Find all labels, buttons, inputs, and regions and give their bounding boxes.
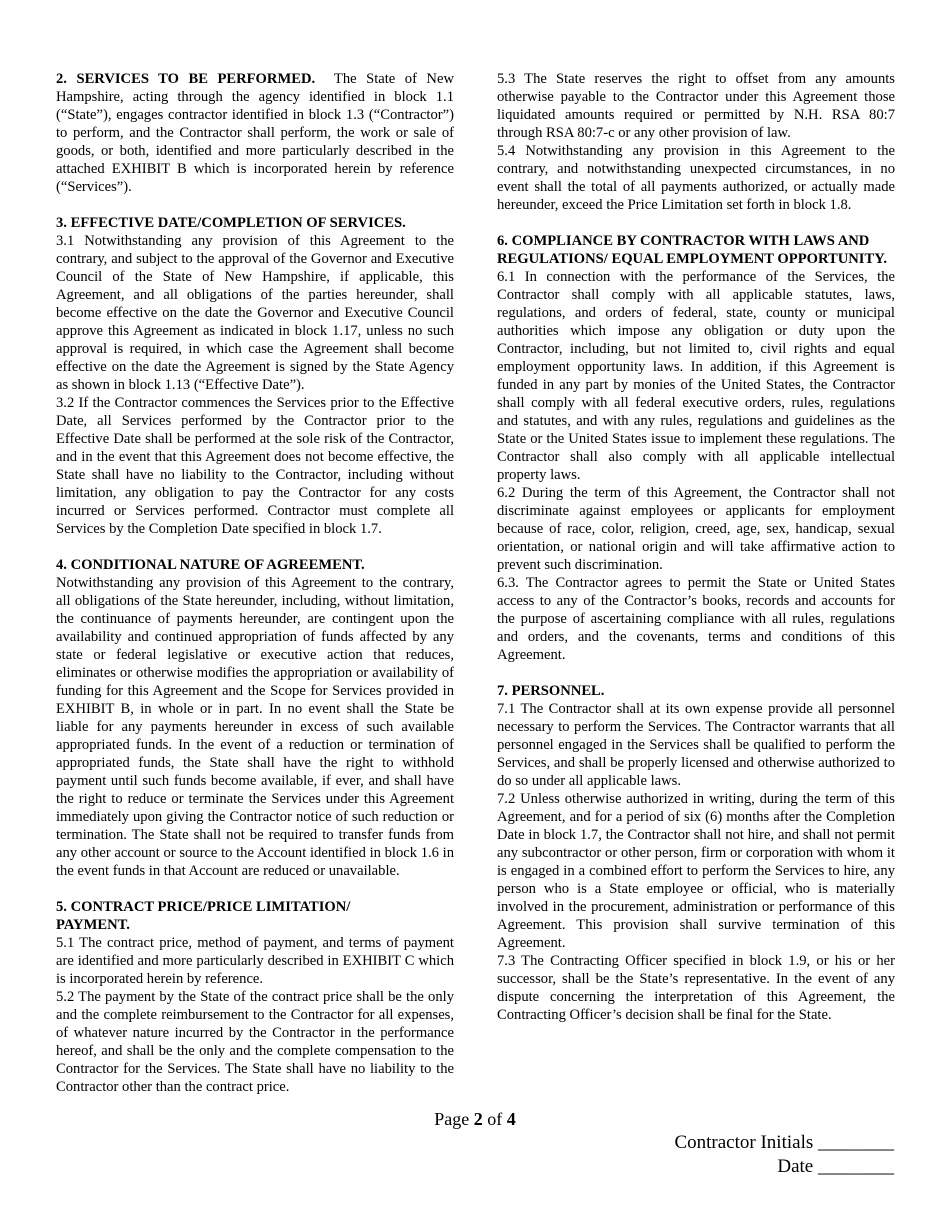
section-7-3: 7.3 The Contracting Officer specified in block 1.9, or his or her successor, shall be the State’s representative. In the event of any dispute concerning the interpretation of this Agreement, the Contracting Officer’s decision shall be final for the State. bbox=[497, 953, 895, 1023]
section-6 bbox=[497, 232, 895, 664]
initials-block bbox=[674, 1131, 894, 1179]
section-6-2: 6.2 During the term of this Agreement, the Contractor shall not discriminate against employees or applicants for employment because of race, color, religion, creed, age, sex, handicap, sexual orientation, or national origin and will take affirmative action to prevent such discrimination. bbox=[497, 485, 895, 573]
page-of: of bbox=[487, 1109, 503, 1129]
section-5-4: 5.4 Notwithstanding any provision in this Agreement to the contrary, and notwithstanding unexpected circumstances, in no event shall the total of all payments authorized, or actually made hereunder, exceed the Price Limitation set forth in block 1.8. bbox=[497, 143, 895, 213]
section-3 bbox=[56, 214, 454, 538]
section-2-body: The State of New Hampshire, acting through the agency identified in block 1.1 (“State”), engages contractor identified in block 1.3 (“Contractor”) to perform, and the Contractor shall perform, the work or sale of goods, or both, identified and more particularly described in the attached EXHIBIT B which is incorporated herein by reference (“Services”). bbox=[56, 71, 454, 195]
section-5 bbox=[56, 898, 454, 1096]
section-7-1: 7.1 The Contractor shall at its own expense provide all personnel necessary to perform the Services. The Contractor warrants that all personnel engaged in the Services shall be qualified to perform the Services, and shall be properly licensed and otherwise authorized to do so under all applicable laws. bbox=[497, 701, 895, 789]
section-6-3: 6.3. The Contractor agrees to permit the State or United States access to any of the Contractor’s books, records and accounts for the purpose of ascertaining compliance with all rules, regulations and orders, and the covenants, terms and conditions of this Agreement. bbox=[497, 575, 895, 663]
section-4-heading: 4. CONDITIONAL NATURE OF AGREEMENT. bbox=[56, 557, 365, 573]
right-column bbox=[497, 70, 895, 1042]
section-5-1: 5.1 The contract price, method of payment, and terms of payment are identified and more particularly described in EXHIBIT C which is incorporated herein by reference. bbox=[56, 935, 454, 987]
section-6-heading: 6. COMPLIANCE BY CONTRACTOR WITH LAWS AND REGULATIONS/ EQUAL EMPLOYMENT OPPORTUNITY. bbox=[497, 233, 888, 267]
page-current: 2 bbox=[473, 1109, 483, 1129]
section-5-heading: 5. CONTRACT PRICE/PRICE LIMITATION/ PAYMENT. bbox=[56, 899, 351, 933]
page-word: Page bbox=[434, 1109, 470, 1129]
section-6-1: 6.1 In connection with the performance of the Services, the Contractor shall comply with all applicable statutes, laws, regulations, and orders of federal, state, county or municipal authorities which impose any obligation or duty upon the Contractor, including, but not limited to, civil rights and equal employment opportunity laws. In addition, if this Agreement is funded in any part by monies of the United States, the Contractor shall comply with all federal executive orders, rules, regulations and statutes, and with any rules, regulations and guidelines as the State or the United States issue to implement these regulations. The Contractor shall also comply with all applicable intellectual property laws. bbox=[497, 269, 895, 483]
section-2-heading: 2. SERVICES TO BE PERFORMED. bbox=[56, 71, 316, 87]
section-3-heading: 3. EFFECTIVE DATE/COMPLETION OF SERVICES. bbox=[56, 215, 406, 231]
page-total: 4 bbox=[506, 1109, 516, 1129]
section-3-1: 3.1 Notwithstanding any provision of this Agreement to the contrary, and subject to the approval of the Governor and Executive Council of the State of New Hampshire, if applicable, this Agreement, and all obligations of the parties hereunder, shall become effective on the date the Governor and Executive Council approve this Agreement as indicated in block 1.17, unless no such approval is required, in which case the Agreement shall become effective on the date the Agreement is signed by the State Agency as shown in block 1.13 (“Effective Date”). bbox=[56, 233, 454, 393]
date-line: Date ________ bbox=[777, 1156, 894, 1177]
section-5-3: 5.3 The State reserves the right to offset from any amounts otherwise payable to the Contractor under this Agreement those liquidated amounts required or permitted by N.H. RSA 80:7 through RSA 80:7-c or any other provision of law. bbox=[497, 71, 895, 141]
left-column bbox=[56, 70, 454, 1114]
section-3-2: 3.2 If the Contractor commences the Services prior to the Effective Date, all Services performed by the Contractor prior to the Effective Date shall be performed at the sole risk of the Contractor, and in the event that this Agreement does not become effective, the State shall have no liability to the Contractor, including without limitation, any obligation to pay the Contractor for any costs incurred or Services performed. Contractor must complete all Services by the Completion Date specified in block 1.7. bbox=[56, 395, 454, 537]
section-7 bbox=[497, 682, 895, 1024]
page-number bbox=[0, 1109, 950, 1130]
section-2-paragraph bbox=[56, 70, 454, 196]
section-7-2: 7.2 Unless otherwise authorized in writing, during the term of this Agreement, and for a period of six (6) months after the Completion Date in block 1.7, the Contractor shall not hire, and shall not permit any subcontractor or other person, firm or corporation with whom it is engaged in a combined effort to perform the Services to hire, any person who is a State employee or official, who is materially involved in the procurement, administration or performance of this Agreement. This provision shall survive termination of this Agreement. bbox=[497, 791, 895, 951]
section-5-continued bbox=[497, 70, 895, 214]
section-2 bbox=[56, 70, 454, 196]
section-5-2: 5.2 The payment by the State of the contract price shall be the only and the complete reimbursement to the Contractor for all expenses, of whatever nature incurred by the Contractor in the performance hereof, and shall be the only and the complete compensation to the Contractor for the Services. The State shall have no liability to the Contractor other than the contract price. bbox=[56, 989, 454, 1095]
section-4-body: Notwithstanding any provision of this Agreement to the contrary, all obligations of the State hereunder, including, without limitation, the continuance of payments hereunder, are contingent upon the availability and continued appropriation of funds affected by any state or federal legislative or executive action that reduces, eliminates or otherwise modifies the appropriation or availability of funding for this Agreement and the Scope for Services provided in EXHIBIT B, in whole or in part. In no event shall the State be liable for any payments hereunder in excess of such available appropriated funds. In the event of a reduction or termination of appropriated funds, the State shall have the right to withhold payment until such funds become available, if ever, and shall have the right to reduce or terminate the Services under this Agreement immediately upon giving the Contractor notice of such reduction or termination. The State shall not be required to transfer funds from any other account or source to the Account identified in block 1.6 in the event funds in that Account are reduced or unavailable. bbox=[56, 575, 454, 879]
contractor-initials-line: Contractor Initials ________ bbox=[674, 1132, 894, 1153]
section-4 bbox=[56, 556, 454, 880]
section-7-heading: 7. PERSONNEL. bbox=[497, 683, 605, 699]
